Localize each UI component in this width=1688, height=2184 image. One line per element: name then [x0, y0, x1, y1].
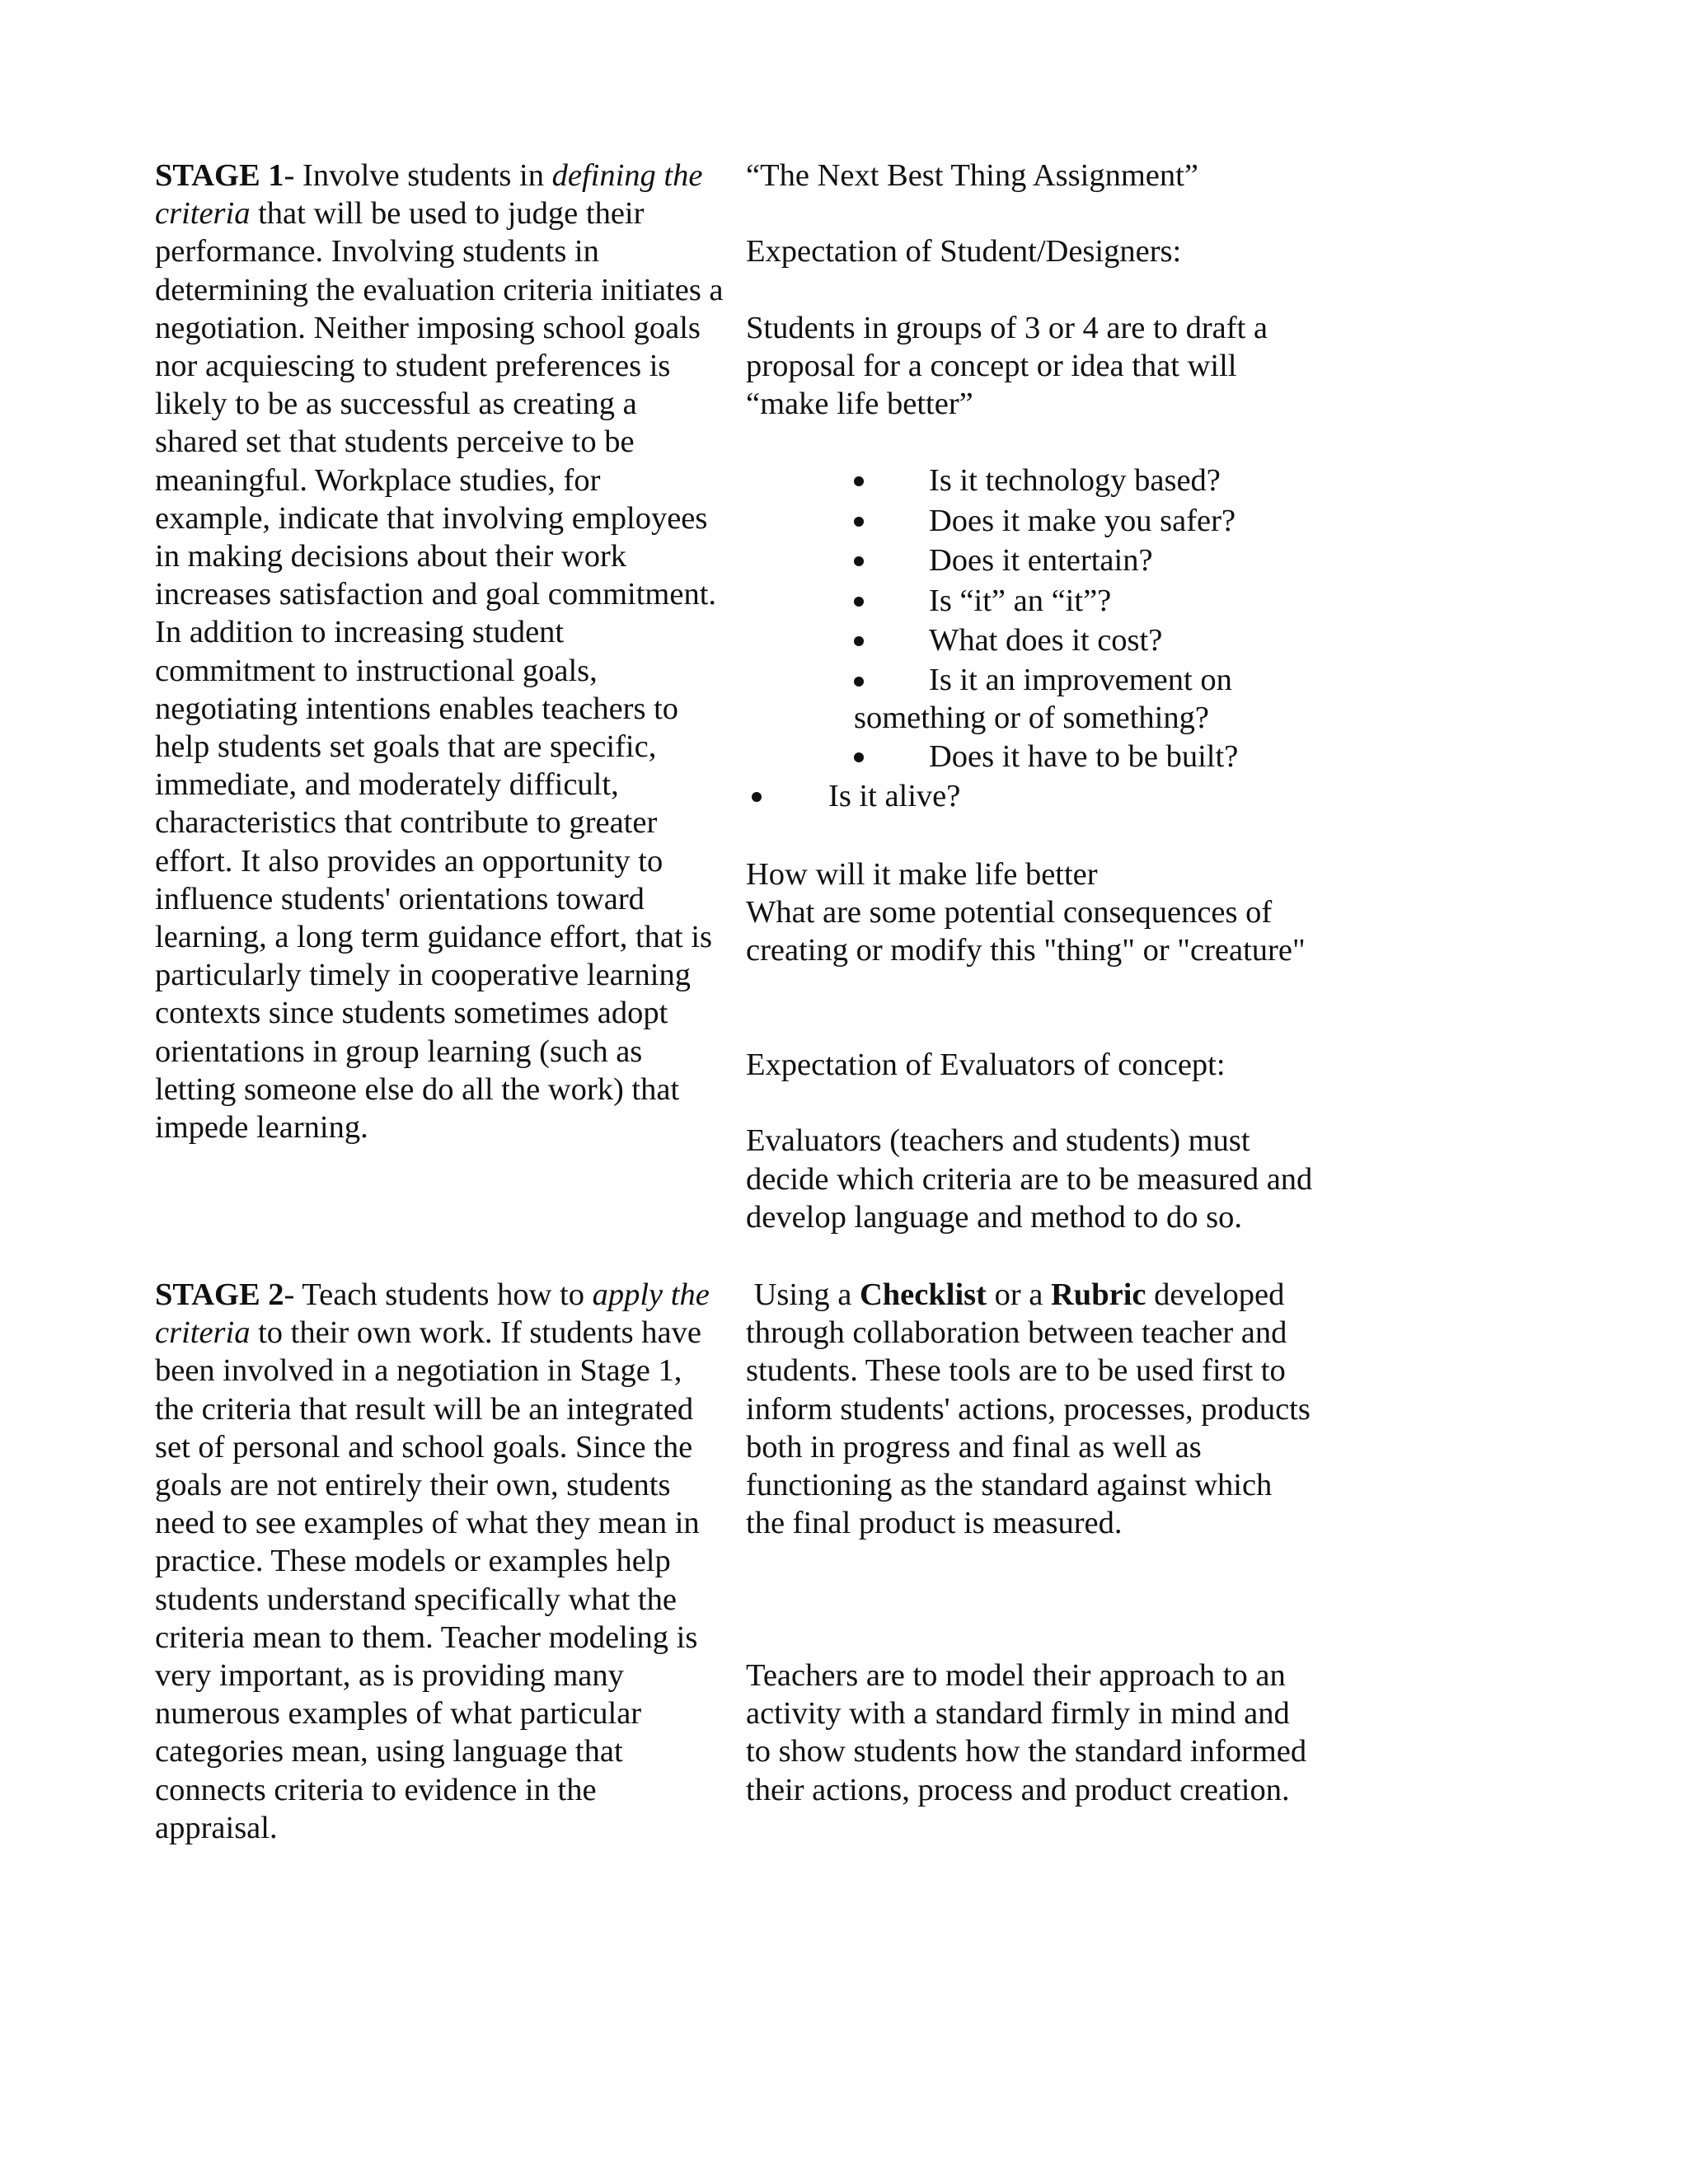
- bullet-item: [0, 776, 1688, 817]
- bullet-item: [0, 737, 1688, 777]
- stage2-lead: - Teach students how to: [284, 1277, 593, 1312]
- tools-line: through collaboration between teacher and: [746, 1315, 1287, 1351]
- tools-mid: or a: [986, 1277, 1051, 1312]
- bullet-text: Does it make you safer?: [929, 503, 1236, 538]
- stage1-emphasis-criteria: criteria: [155, 196, 251, 232]
- question-bullet-list: [0, 461, 1688, 817]
- stage1-line: effort. It also provides an opportunity to: [155, 843, 663, 879]
- bullet-item: [0, 621, 1688, 661]
- stage2-line: connects criteria to evidence in the: [155, 1772, 597, 1807]
- stage1-line: determining the evaluation criteria initiates a: [155, 272, 724, 307]
- tools-line: functioning as the standard against which: [746, 1468, 1273, 1503]
- stage2-line: appraisal.: [155, 1810, 278, 1845]
- stage1-line: in making decisions about their work: [155, 539, 627, 574]
- bullet-icon: [854, 556, 864, 566]
- spacer: [746, 194, 1372, 232]
- stage1-line: negotiation. Neither imposing school goals: [155, 310, 701, 345]
- tools-post: developed: [1146, 1277, 1285, 1312]
- stage2-line: set of personal and school goals. Since the: [155, 1429, 693, 1465]
- stage1-line: impede learning.: [155, 1110, 368, 1146]
- consequences-section: [746, 855, 1372, 1236]
- tools-line: inform students' actions, processes, products: [746, 1391, 1311, 1427]
- bullet-icon: [854, 752, 864, 762]
- rubric-term: Rubric: [1051, 1277, 1146, 1312]
- bullet-item: [0, 461, 1688, 501]
- stage1-line: immediate, and moderately difficult,: [155, 767, 619, 803]
- stage1-line: meaningful. Workplace studies, for: [155, 462, 601, 498]
- modeling-line: their actions, process and product creation.: [746, 1772, 1290, 1807]
- spacer: [746, 970, 1372, 1046]
- stage2-second-line: [155, 1314, 748, 1352]
- bullet-text: Is “it” an “it”?: [929, 583, 1112, 618]
- bullet-text: Does it have to be built?: [929, 738, 1239, 774]
- spacer: [746, 1619, 1372, 1657]
- stage2-second-line-text: to their own work. If students have: [250, 1315, 701, 1351]
- stage1-second-line-text: that will be used to judge their: [250, 196, 645, 232]
- bullet-item: [0, 661, 1688, 699]
- evaluators-heading: Expectation of Evaluators of concept:: [746, 1047, 1226, 1082]
- stage1-line: likely to be as successful as creating a: [155, 387, 637, 422]
- tools-pre: Using a: [746, 1277, 860, 1312]
- tools-section: [746, 1276, 1372, 1809]
- tools-line: both in progress and final as well as: [746, 1429, 1202, 1465]
- stage1-line: particularly timely in cooperative learning: [155, 958, 691, 993]
- stage2-line: practice. These models or examples help: [155, 1544, 671, 1579]
- stage1-line: example, indicate that involving employees: [155, 500, 708, 536]
- evaluators-line: decide which criteria are to be measured and: [746, 1161, 1313, 1197]
- assignment-intro-line: “make life better”: [746, 387, 973, 422]
- bullet-text-continued: something or of something?: [854, 700, 1209, 735]
- bullet-text: Is it technology based?: [929, 463, 1221, 498]
- bullet-icon: [854, 517, 864, 527]
- bullet-text: Is it alive?: [828, 779, 961, 813]
- bullet-text: Is it an improvement on: [929, 662, 1232, 697]
- stage1-line: orientations in group learning (such as: [155, 1033, 643, 1069]
- bullet-item: [0, 501, 1688, 541]
- stage1-line: increases satisfaction and goal commitment.: [155, 577, 717, 612]
- stage1-line: contexts since students sometimes adopt: [155, 996, 668, 1031]
- stage2-label: STAGE 2: [155, 1277, 284, 1312]
- stage1-line: influence students' orientations toward: [155, 881, 645, 916]
- tools-line: the final product is measured.: [746, 1506, 1123, 1541]
- stage2-line: goals are not entirely their own, students: [155, 1468, 671, 1503]
- bullet-text: Does it entertain?: [929, 543, 1153, 578]
- stage1-label: STAGE 1: [155, 158, 284, 193]
- bullet-icon: [752, 792, 762, 802]
- stage1-line: negotiating intentions enables teachers to: [155, 691, 679, 726]
- assignment-intro-line: proposal for a concept or idea that will: [746, 348, 1237, 383]
- spacer: [746, 1542, 1372, 1618]
- assignment-intro-line: Students in groups of 3 or 4 are to draft a: [746, 310, 1268, 345]
- stage2-emphasis-criteria: criteria: [155, 1315, 251, 1351]
- bullet-icon: [854, 476, 864, 486]
- bullet-item: [0, 541, 1688, 581]
- stage2-first-line: [155, 1276, 748, 1314]
- stage2-line: criteria mean to them. Teacher modeling is: [155, 1619, 698, 1655]
- stage2-line: numerous examples of what particular: [155, 1696, 642, 1732]
- bullet-icon: [854, 677, 864, 687]
- stage1-line: shared set that students perceive to be: [155, 424, 635, 460]
- tools-first-line: [746, 1276, 1372, 1314]
- evaluators-line: develop language and method to do so.: [746, 1199, 1242, 1235]
- stage2-line: very important, as is providing many: [155, 1658, 624, 1694]
- bullet-icon: [854, 636, 864, 646]
- stage1-line: In addition to increasing student: [155, 615, 565, 650]
- bullet-text: What does it cost?: [929, 623, 1163, 658]
- stage1-line: nor acquiescing to student preferences is: [155, 349, 671, 384]
- stage1-line: help students set goals that are specific,: [155, 729, 657, 765]
- stage2-line: been involved in a negotiation in Stage 1,: [155, 1353, 682, 1389]
- stage2-line: need to see examples of what they mean in: [155, 1506, 700, 1541]
- question-line: How will it make life better: [746, 857, 1098, 892]
- stage1-line: characteristics that contribute to greater: [155, 805, 658, 841]
- spacer: [746, 1084, 1372, 1122]
- tools-line: students. These tools are to be used first to: [746, 1353, 1286, 1389]
- bullet-continuation: [0, 699, 1688, 737]
- bullet-item: [0, 581, 1688, 621]
- stage1-line: commitment to instructional goals,: [155, 653, 598, 688]
- modeling-line: activity with a standard firmly in mind and: [746, 1696, 1290, 1732]
- stage1-line: learning, a long term guidance effort, that is: [155, 920, 713, 955]
- modeling-line: Teachers are to model their approach to an: [746, 1658, 1286, 1693]
- designers-heading: Expectation of Student/Designers:: [746, 234, 1182, 269]
- checklist-term: Checklist: [859, 1277, 987, 1312]
- question-line: creating or modify this "thing" or "creature": [746, 933, 1306, 968]
- stage1-second-line: [155, 194, 748, 232]
- stage2-section: [155, 1276, 748, 1847]
- stage2-emphasis: apply the: [592, 1277, 710, 1312]
- assignment-section: [746, 157, 1372, 423]
- stage1-emphasis: defining the: [551, 158, 703, 193]
- stage2-line: categories mean, using language that: [155, 1734, 623, 1769]
- stage2-line: students understand specifically what the: [155, 1582, 677, 1617]
- stage1-line: letting someone else do all the work) that: [155, 1071, 680, 1107]
- assignment-title: “The Next Best Thing Assignment”: [746, 158, 1198, 193]
- spacer: [746, 271, 1372, 309]
- stage1-lead: - Involve students in: [284, 158, 552, 193]
- question-line: What are some potential consequences of: [746, 895, 1273, 930]
- stage2-line: the criteria that result will be an integrated: [155, 1391, 694, 1427]
- bullet-icon: [854, 597, 864, 607]
- evaluators-line: Evaluators (teachers and students) must: [746, 1123, 1250, 1159]
- modeling-line: to show students how the standard informed: [746, 1734, 1307, 1769]
- stage1-first-line: [155, 157, 748, 194]
- stage1-line: performance. Involving students in: [155, 234, 599, 269]
